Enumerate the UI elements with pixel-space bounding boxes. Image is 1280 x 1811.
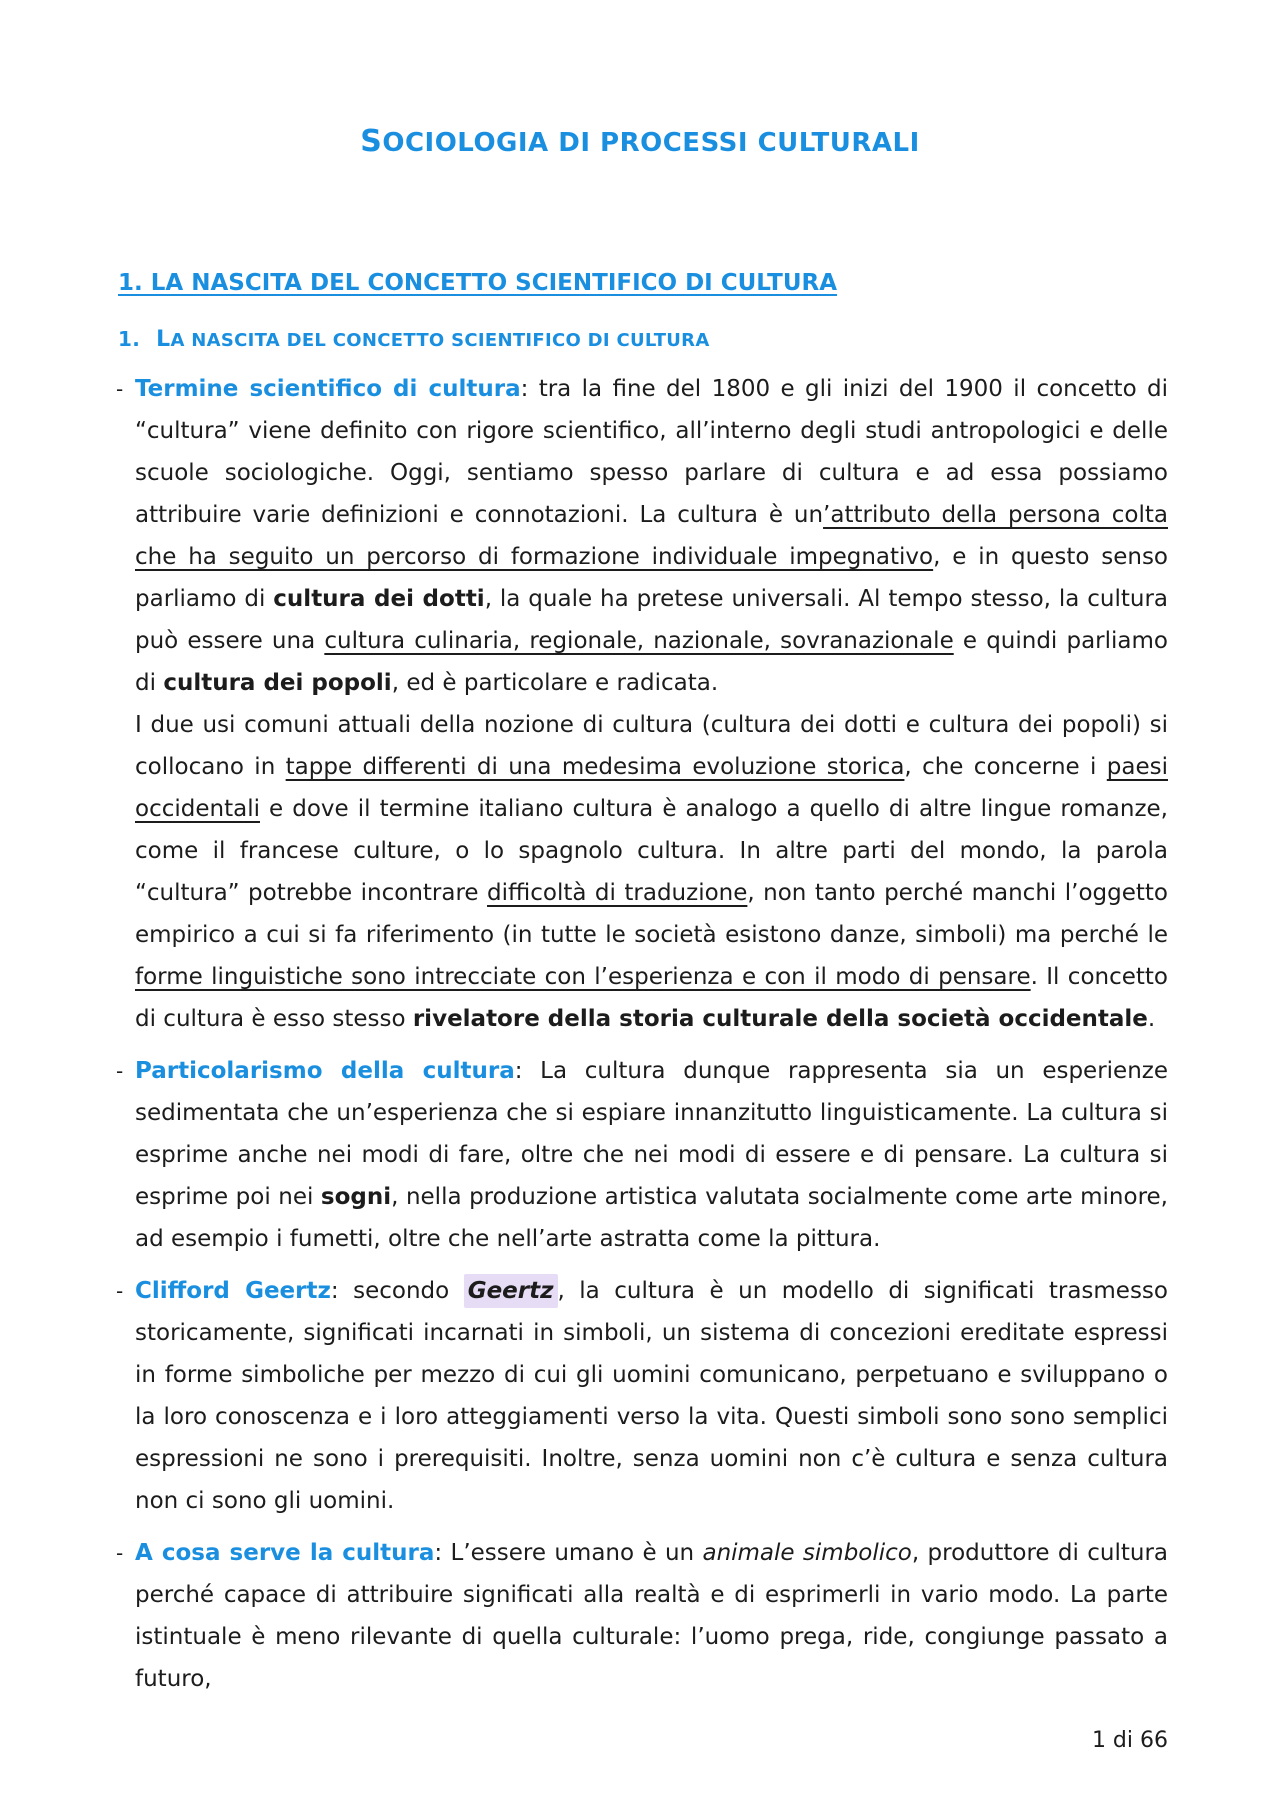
list-item-particolarismo: - Particolarismo della cultura: La cultura dunque rappresenta sia un esperienze sedimentata che un’esperienza che si espiare innanzitutto linguisticamente. La cultura si esprime anche nei modi di fare, oltre che nei modi di essere e di pensare. La cultura si esprime poi nei sogni, nella produzione artistica valutata socialmente come arte minore, ad esempio i fumetti, oltre che nell’arte astratta come la pittura. <box>135 1050 1168 1260</box>
list-item-a-cosa-serve: - A cosa serve la cultura: L’essere umano è un animale simbolico, produttore di cultura perché capace di attribuire significati alla realtà e di esprimerli in vario modo. La parte istintuale è meno rilevante di quella culturale: l’uomo prega, ride, congiunge passato a futuro, <box>135 1532 1168 1700</box>
toc-link-heading[interactable]: 1. LA NASCITA DEL CONCETTO SCIENTIFICO DI CULTURA <box>118 270 838 296</box>
bullet-dash: - <box>116 1541 124 1565</box>
entry-term: A cosa serve la cultura <box>135 1540 435 1566</box>
document-title: SOCIOLOGIA DI PROCESSI CULTURALI <box>360 124 920 159</box>
bullet-dash: - <box>116 377 124 401</box>
page-number: 1 di 66 <box>1091 1728 1168 1753</box>
entry-term: Clifford Geertz <box>135 1278 331 1304</box>
bullet-dash: - <box>116 1279 124 1303</box>
entry-term: Termine scientifico di cultura <box>135 376 521 402</box>
entry-term: Particolarismo della cultura <box>135 1058 515 1084</box>
entries-list <box>116 368 1169 1710</box>
section-heading: 1. LA NASCITA DEL CONCETTO SCIENTIFICO DI CULTURA <box>118 327 710 352</box>
list-item-termine: - Termine scientifico di cultura: tra la fine del 1800 e gli inizi del 1900 il concetto di “cultura” viene definito con rigore scientifico, all’interno degli studi antropologici e delle scuole sociologiche. Oggi, sentiamo spesso parlare di cultura e ad essa possiamo attribuire varie definizioni e connotazioni. La cultura è un’attributo della persona colta che ha seguito un percorso di formazione individuale impegnativo, e in questo senso parliamo di cultura dei dotti, la quale ha pretese universali. Al tempo stesso, la cultura può essere una cultura culinaria, regionale, nazionale, sovranazionale e quindi parliamo di cultura dei popoli, ed è particolare e radicata. I due usi comuni attuali della nozione di cultura (cultura dei dotti e cultura dei popoli) si collocano in tappe differenti di una medesima evoluzione storica, che concerne i paesi occidentali e dove il termine italiano cultura è analogo a quello di altre lingue romanze, come il francese culture, o lo spagnolo cultura. In altre parti del mondo, la parola “cultura” potrebbe incontrare difficoltà di traduzione, non tanto perché manchi l’oggetto empirico a cui si fa riferimento (in tutte le società esistono danze, simboli) ma perché le forme linguistiche sono intrecciate con l’esperienza e con il modo di pensare. Il concetto di cultura è esso stesso rivelatore della storia culturale della società occidentale. <box>135 368 1168 1040</box>
list-item-geertz: - Clifford Geertz: secondo Geertz , la cultura è un modello di significati trasmesso storicamente, significati incarnati in simboli, un sistema di concezioni ereditate espressi in forme simboliche per mezzo di cui gli uomini comunicano, perpetuano e sviluppano o la loro conoscenza e i loro atteggiamenti verso la vita. Questi simboli sono sono semplici espressioni ne sono i prerequisiti. Inoltre, senza uomini non c’è cultura e senza cultura non ci sono gli uomini. <box>135 1270 1168 1522</box>
bullet-dash: - <box>116 1059 124 1083</box>
highlighted-word: Geertz <box>464 1274 558 1308</box>
